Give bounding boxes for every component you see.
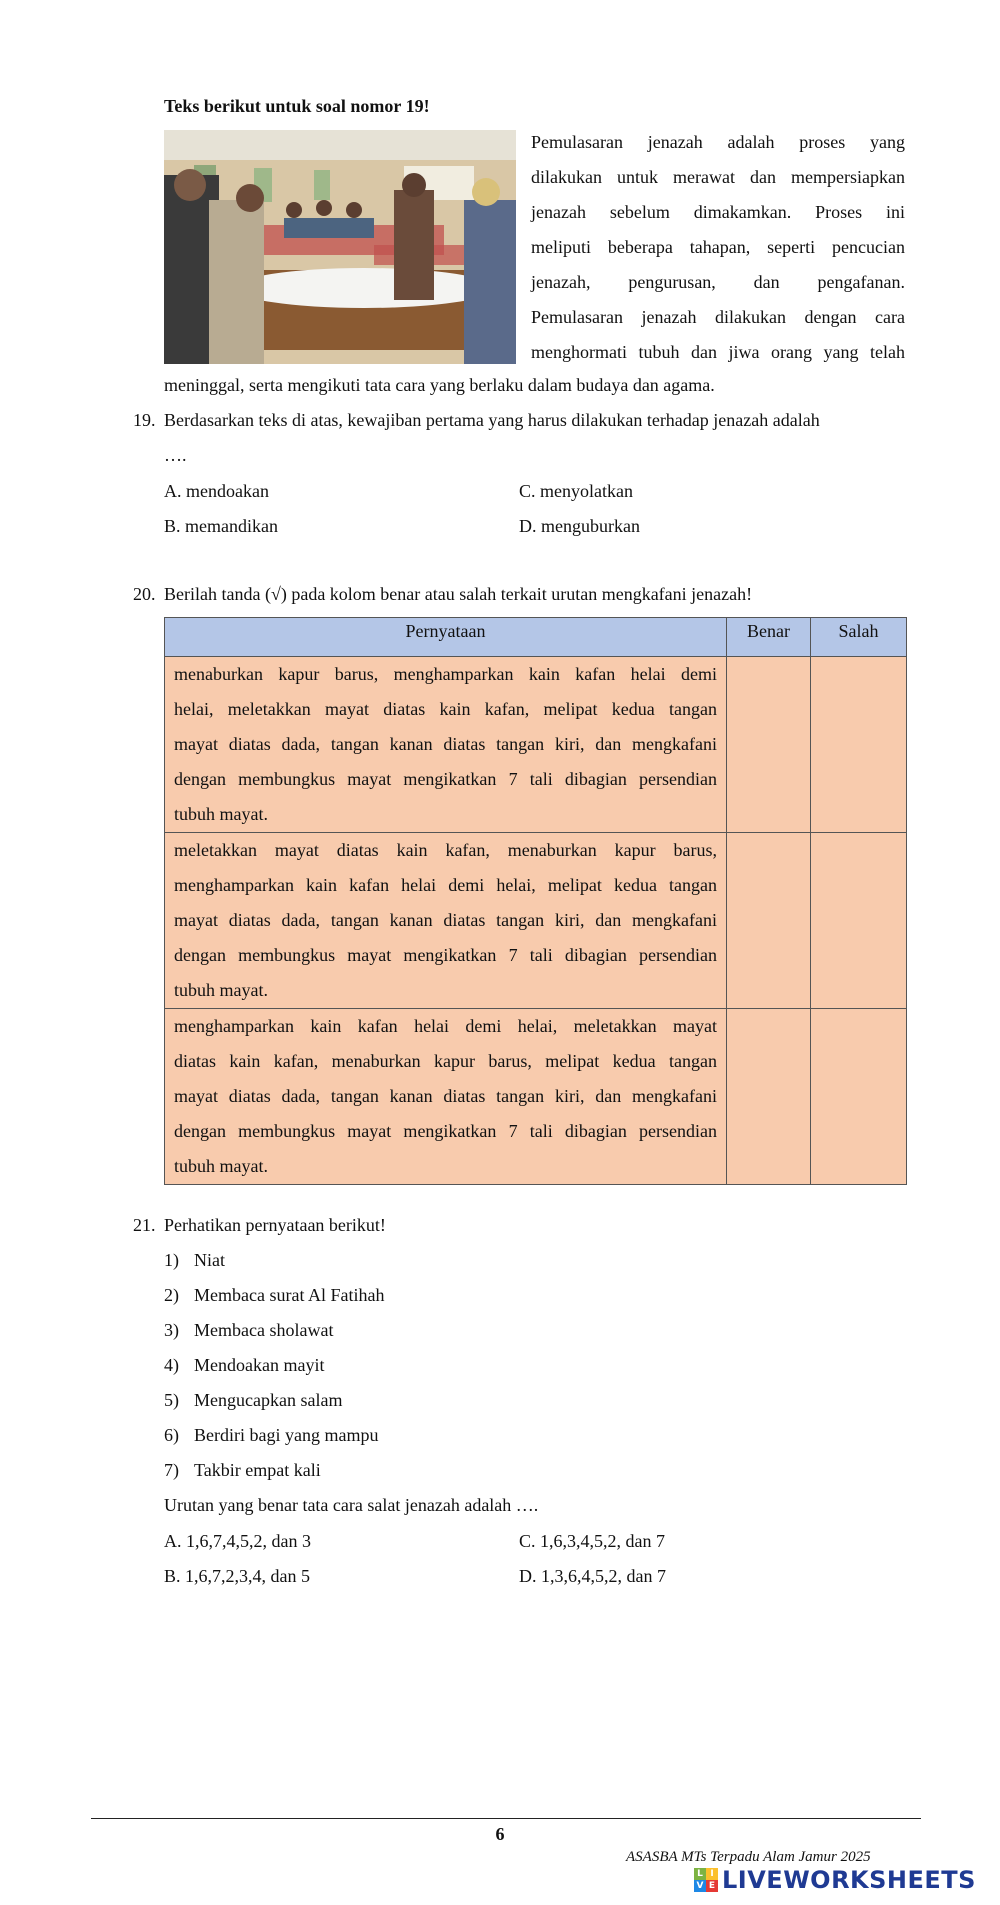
statement-line: meletakkan mayat diatas kain kafan, menaburkan kapur barus, xyxy=(174,840,717,860)
table-header-row xyxy=(165,618,907,657)
false-answer-cell[interactable] xyxy=(811,657,907,833)
statement-cell xyxy=(165,1009,727,1185)
statement-line: tubuh mayat. xyxy=(174,1156,268,1176)
statement-line: menghamparkan kain kafan helai demi helai, melipat kedua tangan xyxy=(174,875,717,895)
statement-line: helai, meletakkan mayat diatas kain kafan, melipat kedua tangan xyxy=(174,699,717,719)
passage-line: meliputi beberapa tahapan, seperti pencucian xyxy=(531,237,905,257)
passage-line: jenazah, pengurusan, dan pengafanan. xyxy=(531,272,905,292)
option-b[interactable]: B. 1,6,7,2,3,4, dan 5 xyxy=(164,1566,310,1586)
statement-line: dengan membungkus mayat mengikatkan 7 tali dibagian persendian xyxy=(174,1121,717,1141)
question-text: Perhatikan pernyataan berikut! xyxy=(164,1215,386,1235)
statement-cell xyxy=(165,833,727,1009)
true-answer-cell[interactable] xyxy=(727,657,811,833)
false-answer-cell[interactable] xyxy=(811,1009,907,1185)
statement-line: menaburkan kapur barus, menghamparkan kain kafan helai demi xyxy=(174,664,717,684)
statement-line: menghamparkan kain kafan helai demi helai, meletakkan mayat xyxy=(174,1016,717,1036)
question-text: Berdasarkan teks di atas, kewajiban pertama yang harus dilakukan terhadap jenazah adalah xyxy=(164,410,820,430)
list-item: Membaca sholawat xyxy=(194,1320,334,1340)
passage-line: Pemulasaran jenazah dilakukan dengan cara xyxy=(531,307,905,327)
list-item: Takbir empat kali xyxy=(194,1460,321,1480)
header-true: Benar xyxy=(727,618,811,657)
question-text: Berilah tanda (√) pada kolom benar atau salah terkait urutan mengkafani jenazah! xyxy=(164,584,753,604)
true-false-table xyxy=(164,617,907,1185)
statement-line: tubuh mayat. xyxy=(174,804,268,824)
question-number: 21. xyxy=(133,1215,156,1235)
list-item-number: 7) xyxy=(164,1460,179,1480)
list-item-number: 6) xyxy=(164,1425,179,1445)
list-item-number: 5) xyxy=(164,1390,179,1410)
footer-school: ASASBA MTs Terpadu Alam Jamur 2025 xyxy=(626,1849,871,1865)
list-item: Niat xyxy=(194,1250,225,1270)
header-statement: Pernyataan xyxy=(165,618,727,657)
list-item: Berdiri bagi yang mampu xyxy=(194,1425,379,1445)
question-prompt: Urutan yang benar tata cara salat jenazah adalah …. xyxy=(164,1495,539,1515)
passage-line: dilakukan untuk merawat dan mempersiapkan xyxy=(531,167,905,187)
list-item-number: 4) xyxy=(164,1355,179,1375)
liveworksheets-brand: LIVEWORKSHEETS xyxy=(722,1866,976,1894)
statement-cell xyxy=(165,657,727,833)
list-item: Membaca surat Al Fatihah xyxy=(194,1285,385,1305)
question-text-cont: …. xyxy=(164,445,187,465)
option-d[interactable]: D. menguburkan xyxy=(519,516,640,536)
list-item: Mengucapkan salam xyxy=(194,1390,343,1410)
footer-divider xyxy=(91,1818,921,1819)
statement-line: mayat diatas dada, tangan kanan diatas tangan kiri, dan mengkafani xyxy=(174,1086,717,1106)
question-number: 20. xyxy=(133,584,156,604)
option-c[interactable]: C. 1,6,3,4,5,2, dan 7 xyxy=(519,1531,665,1551)
false-answer-cell[interactable] xyxy=(811,833,907,1009)
option-b[interactable]: B. memandikan xyxy=(164,516,278,536)
list-item-number: 3) xyxy=(164,1320,179,1340)
header-false: Salah xyxy=(811,618,907,657)
option-d[interactable]: D. 1,3,6,4,5,2, dan 7 xyxy=(519,1566,666,1586)
statement-line: dengan membungkus mayat mengikatkan 7 tali dibagian persendian xyxy=(174,945,717,965)
option-a[interactable]: A. 1,6,7,4,5,2, dan 3 xyxy=(164,1531,311,1551)
passage-line: menghormati tubuh dan jiwa orang yang telah xyxy=(531,342,905,362)
option-c[interactable]: C. menyolatkan xyxy=(519,481,633,501)
question-number: 19. xyxy=(133,410,156,430)
passage-line: Pemulasaran jenazah adalah proses yang xyxy=(531,132,905,152)
list-item-number: 2) xyxy=(164,1285,179,1305)
table-row xyxy=(165,657,907,833)
statement-line: mayat diatas dada, tangan kanan diatas tangan kiri, dan mengkafani xyxy=(174,910,717,930)
table-row xyxy=(165,833,907,1009)
statement-line: tubuh mayat. xyxy=(174,980,268,1000)
true-answer-cell[interactable] xyxy=(727,833,811,1009)
q19-heading: Teks berikut untuk soal nomor 19! xyxy=(164,96,430,116)
list-item: Mendoakan mayit xyxy=(194,1355,325,1375)
list-item-number: 1) xyxy=(164,1250,179,1270)
passage-line: jenazah sebelum dimakamkan. Proses ini xyxy=(531,202,905,222)
option-a[interactable]: A. mendoakan xyxy=(164,481,269,501)
statement-line: mayat diatas dada, tangan kanan diatas tangan kiri, dan mengkafani xyxy=(174,734,717,754)
statement-line: diatas kain kafan, menaburkan kapur barus, melipat kedua tangan xyxy=(174,1051,717,1071)
table-row xyxy=(165,1009,907,1185)
page-number: 6 xyxy=(495,1824,505,1844)
liveworksheets-icon: L I V E xyxy=(694,1868,718,1892)
statement-line: dengan membungkus mayat mengikatkan 7 tali dibagian persendian xyxy=(174,769,717,789)
funeral-photo xyxy=(164,130,516,364)
liveworksheets-logo xyxy=(694,1866,976,1894)
true-answer-cell[interactable] xyxy=(727,1009,811,1185)
passage-line: meninggal, serta mengikuti tata cara yang berlaku dalam budaya dan agama. xyxy=(164,375,715,395)
